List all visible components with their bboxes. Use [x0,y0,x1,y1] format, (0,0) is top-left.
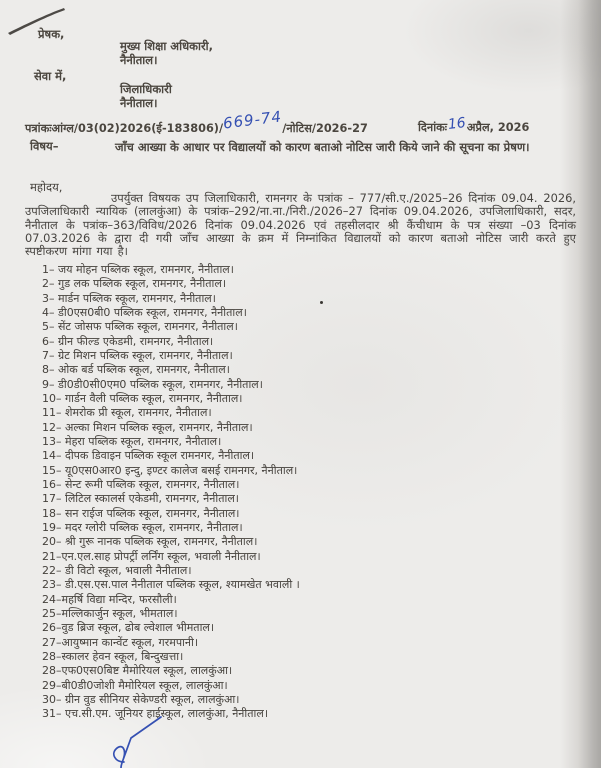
salutation: महोदय, [30,180,63,194]
date-month-year: अप्रैल, 2026 [466,121,530,134]
handwritten-date-day: 16 [447,114,467,134]
school-list-item: 4– डी0एस0बी0 पब्लिक स्कूल, रामनगर, नैनीताल। [42,305,247,319]
school-list-item: 11– शेमरोक प्री स्कूल, रामनगर, नैनीताल। [42,406,212,420]
school-list-item: 27–आयुष्मान कान्वेंट स्कूल, गरमपानी। [42,635,199,649]
school-list-item: 14– दीपक डिवाइन पब्लिक स्कूल रामनगर, नैनीताल। [42,449,255,463]
school-list-item: 16– सेन्ट रूमी पब्लिक स्कूल, रामनगर, नैनीताल। [42,477,240,491]
school-list-item: 19– मदर ग्लोरी पब्लिक स्कूल, रामनगर, नैनीताल। [42,520,243,534]
school-list-item: 25–मल्लिकार्जुन स्कूल, भीमताल। [42,606,178,620]
school-list-item: 26–वुड ब्रिज स्कूल, ढोब ल्वेशाल भीमताल। [42,621,215,635]
school-list-item: 7– ग्रेट मिशन पब्लिक स्कूल, रामनगर, नैनीताल। [42,348,233,362]
reference-suffix: /नोटिस/2026-27 [282,122,368,135]
school-list-item: 30– ग्रीन वुड सीनियर सेकेण्डरी स्कूल, लालकुंआ। [42,692,240,706]
school-list-item: 12– अल्का मिशन पब्लिक स्कूल, रामनगर, नैनीताल। [42,420,253,434]
school-list [42,263,562,722]
school-list-item: 17– लिटिल स्कालर्स एकेडमी, रामनगर, नैनीताल। [42,492,239,506]
recipient-line-1: जिलाधिकारी [120,82,172,96]
date-line [418,114,530,135]
school-list-item: 1– जय मोहन पब्लिक स्कूल, रामनगर, नैनीताल। [42,263,234,276]
school-list-item: 21–एन.एल.साह प्रोपर्ट्री लर्निंग स्कूल, भवाली नैनीताल। [42,549,261,563]
date-label: दिनांकः [418,121,448,134]
school-list-item: 5– सेंट जोसफ पब्लिक स्कूल, रामनगर, नैनीताल। [42,320,238,334]
school-list-item: 31– एच.सी.एम. जूनियर हाईस्कूल, लालकुंआ, नैनीताल। [42,707,269,721]
subject-text: जाँच आख्या के आधार पर विद्यालयों को कारण बताओ नोटिस जारी किये जाने की सूचना का प्रेषण। [115,140,530,154]
signature-flourish [103,716,175,768]
school-list-item: 8– ओक बर्ड पब्लिक स्कूल, रामनगर, नैनीताल। [42,363,230,377]
reference-prefix: पत्रांकःआंग्ल/03(02)2026(ई-183806)/ [25,122,224,135]
ink-dot [320,301,323,304]
sender-label: प्रेषक, [38,27,65,41]
school-list-item: 24–महर्षि विद्या मन्दिर, फरसौली। [42,592,177,606]
school-list-item: 10– गार्डन वैली पब्लिक स्कूल, रामनगर, नैनीताल। [42,391,243,405]
school-list-item: 6– ग्रीन फील्ड एकेडमी, रामनगर, नैनीताल। [42,334,214,348]
school-list-item: 23– डी.एस.एस.पाल नैनीताल पब्लिक स्कूल, श्यामखेत भवाली । [42,578,300,592]
school-list-item: 20– श्री गुरू नानक पब्लिक स्कूल, रामनगर, नैनीताल। [42,535,258,549]
school-list-item: 15– यू0एस0आर0 इन्दु, इण्टर कालेज बसई रामनगर, नैनीताल। [42,463,298,477]
handwritten-dispatch-number: 669-74 [222,107,284,133]
sender-line-1: मुख्य शिक्षा अधिकारी, [120,39,214,53]
reference-line [25,107,581,136]
school-list-item: 28–एफ0एस0बिष्ट मैमोरियल स्कूल, लालकुंआ। [42,664,233,678]
school-list-item: 3– मार्डन पब्लिक स्कूल, रामनगर, नैनीताल। [42,291,216,305]
school-list-item: 2– गुड लक पब्लिक स्कूल, रामनगर, नैनीताल। [42,277,226,291]
recipient-address [120,83,172,110]
school-list-item: 22– डी विटो स्कूल, भवाली नैनीताल। [42,563,192,577]
school-list-item: 13– मेहरा पब्लिक स्कूल, रामनगर, नैनीताल। [42,434,222,448]
school-list-item: 29–बी0डी0जोशी मैमोरियल स्कूल, लालकुंआ। [42,678,228,692]
recipient-line-2: नैनीताल। [120,95,158,110]
sender-line-2: नैनीताल। [120,52,158,67]
school-list-item: 28–स्कालर हेवन स्कूल, बिन्दुखत्ता। [42,649,184,663]
school-list-item: 18– सन राईज पब्लिक स्कूल, रामनगर, नैनीताल। [42,506,240,520]
subject-label: विषय– [30,139,59,153]
body-paragraph: उपर्युक्त विषयक उप जिलाधिकारी, रामनगर के पत्रांक – 777/सी.ए./2025–26 दिनांक 09.04. 2026, उपजिलाधिकारी न्यायिक (लालकुंआ) के पत्रांक–292/ना.ना./निरी./2026–27 दिनांक 09.04.2026, उपजिलाधिकारी, सदर, नैनीताल के पत्रांक–363/विविध/2026 दिनांक 09.04.2026 एवं तहसीलदार श्री कैंचीधाम के पत्र संख्या –03 दिनांक 07.03.2026 के द्वारा दी गयी जाँच आख्या के क्रम में निम्नांकित विद्यालयों को कारण बताओ नोटिस जारी करते हुए स्पष्टीकरण मांगा गया है। [25,191,576,259]
recipient-label: सेवा में, [34,69,67,83]
school-list-item: 9– डी0डी0सी0एम0 पब्लिक स्कूल, रामनगर, नैनीताल। [42,377,263,391]
sender-address [120,40,213,67]
